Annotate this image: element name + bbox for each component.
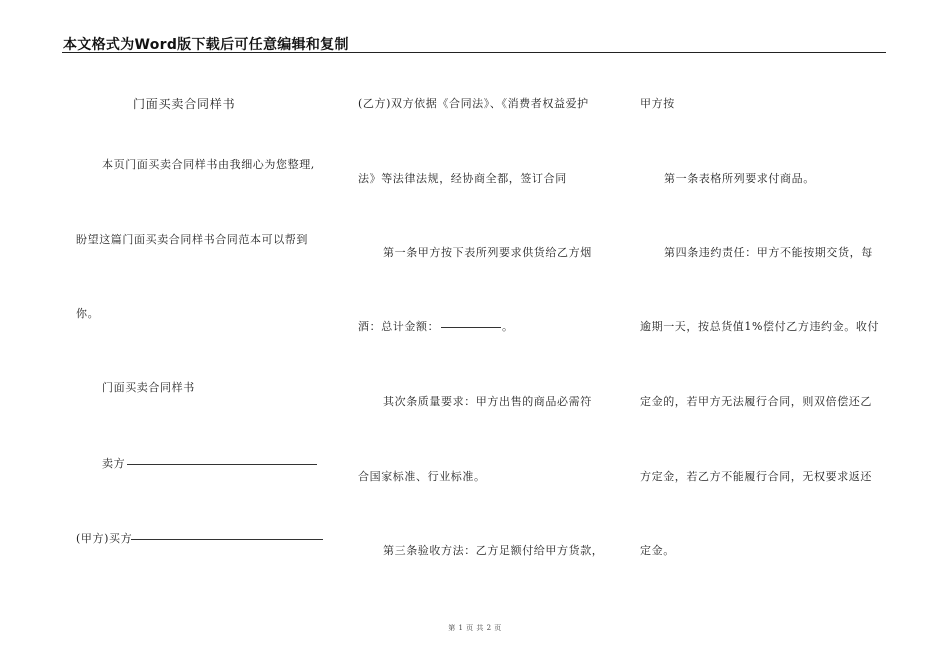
col3-line-6: 方定金，若乙方不能履行合同，无权要求返还: [640, 470, 872, 483]
col1-line-4: 门面买卖合同样书: [102, 381, 195, 394]
page-footer: 第 1 页 共 2 页: [448, 624, 502, 632]
buyer-label: (甲方)买方: [76, 532, 133, 545]
col3-line-7: 定金。: [640, 544, 675, 557]
col3-line-3: 第四条违约责任：甲方不能按期交货，每: [664, 246, 873, 259]
seller-blank: [127, 464, 317, 465]
col3-line-4: 逾期一天，按总货值1%偿付乙方违约金。收付: [640, 320, 880, 333]
col2-line-5: 其次条质量要求：甲方出售的商品必需符: [383, 395, 592, 408]
col2-line-6: 合国家标准、行业标准。: [358, 470, 486, 483]
header-divider: [62, 52, 886, 53]
col1-line-2: 盼望这篇门面买卖合同样书合同范本可以帮到: [76, 233, 308, 246]
col2-line-4a: 酒：总计金额：: [358, 320, 440, 333]
col3-line-1: 甲方按: [640, 97, 675, 110]
col2-line-3: 第一条甲方按下表所列要求供货给乙方烟: [383, 246, 592, 259]
col3-line-5: 定金的，若甲方无法履行合同，则双倍偿还乙: [640, 395, 872, 408]
col2-line-7: 第三条验收方法：乙方足额付给甲方货款，: [383, 544, 604, 557]
buyer-blank: [131, 539, 323, 540]
seller-label: 卖方: [102, 457, 126, 470]
col3-line-2: 第一条表格所列要求付商品。: [664, 172, 815, 185]
document-header: 本文格式为Word版下载后可任意编辑和复制: [63, 37, 349, 53]
col1-line-1: 本页门面买卖合同样书由我细心为您整理,: [102, 158, 315, 171]
amount-blank: [441, 327, 501, 328]
col2-line-2: 法》等法律法规，经协商全都，签订合同: [358, 172, 567, 185]
col1-line-3: 你。: [76, 307, 100, 320]
document-title: 门面买卖合同样书: [133, 97, 236, 111]
col2-line-4b: 。: [502, 320, 514, 333]
col2-line-1: (乙方)双方依据《合同法》、《消费者权益爱护: [358, 97, 589, 110]
